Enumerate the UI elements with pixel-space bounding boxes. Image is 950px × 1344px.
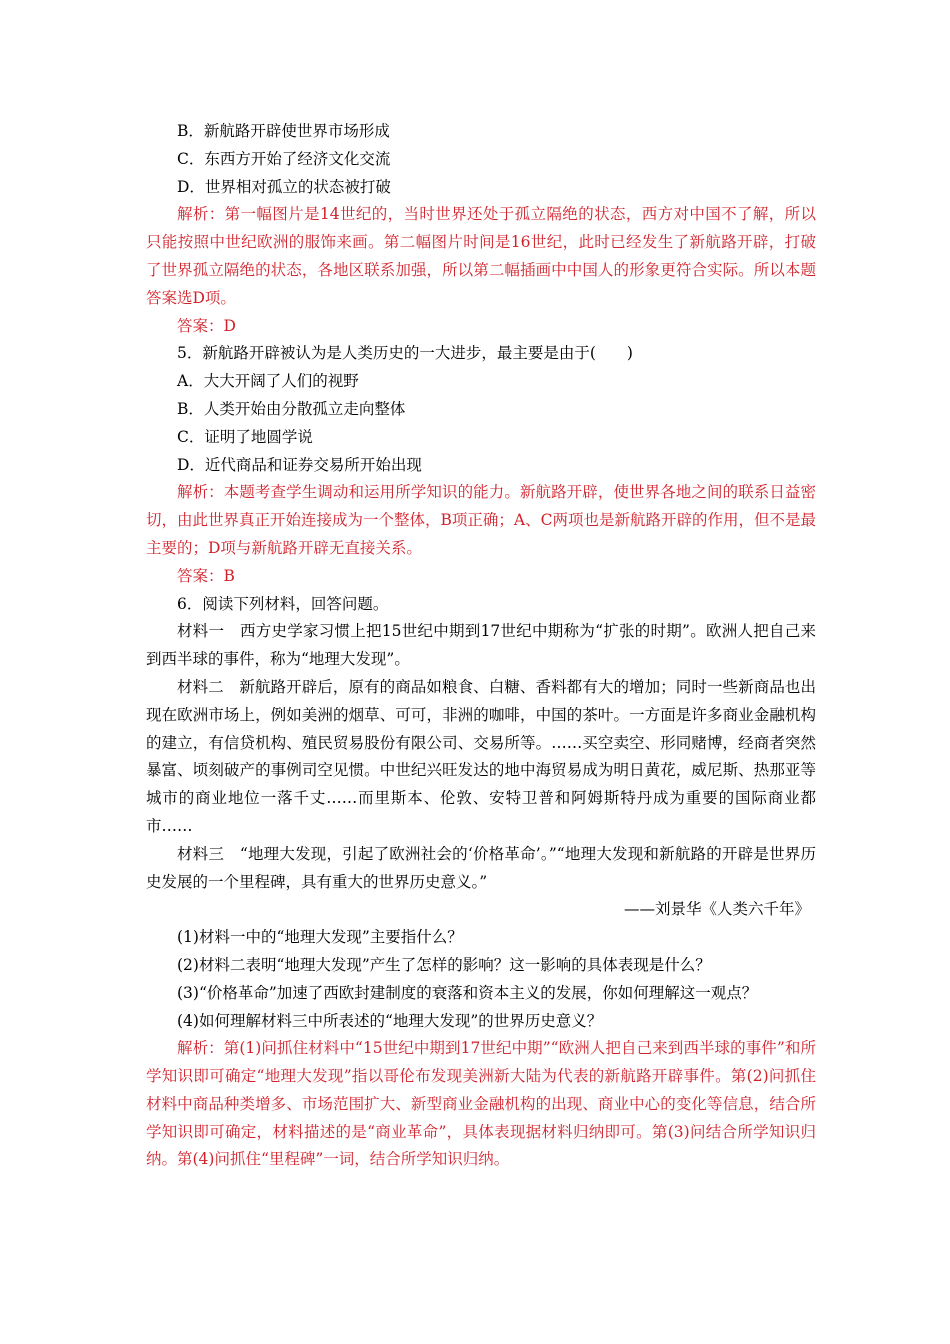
q4-option-b: B．新航路开辟使世界市场形成 bbox=[177, 122, 390, 140]
q6-material-source: ——刘景华《人类六千年》 bbox=[623, 900, 810, 919]
q4-option-c: C．东西方开始了经济文化交流 bbox=[177, 149, 391, 168]
q6-stem: 6．阅读下列材料，回答问题。 bbox=[177, 594, 389, 613]
q6-analysis: 解析：第(1)问抓住材料中“15世纪中期到17世纪中期”“欧洲人把自己来到西半球的事件”和所学知识即可确定“地理大发现”指以哥伦布发现美洲新大陆为代表的新航路开辟事件。第(2)问抓住材料中商品种类增多、市场范围扩大、新型商业金融机构的出现、商业中心的变化等信息，结合所学知识即可确定，材料描述的是“商业革命”，具体表现据材料归纳即可。第(3)问结合所学知识归纳。第(4)问抓住“里程碑”一词，结合所学知识归纳。 bbox=[146, 1039, 816, 1169]
q6-question-2: (2)材料二表明“地理大发现”产生了怎样的影响？这一影响的具体表现是什么？ bbox=[177, 955, 711, 974]
q4-option-d: D．世界相对孤立的状态被打破 bbox=[177, 177, 391, 196]
q5-option-c: C．证明了地圆学说 bbox=[177, 427, 313, 446]
q5-stem: 5．新航路开辟被认为是人类历史的一大进步，最主要是由于( ) bbox=[177, 344, 633, 363]
q5-option-d: D．近代商品和证券交易所开始出现 bbox=[177, 455, 422, 474]
q5-answer: 答案：B bbox=[177, 566, 235, 585]
document-page bbox=[146, 118, 816, 1174]
q6-material-1: 材料一 西方史学家习惯上把15世纪中期到17世纪中期称为“扩张的时期”。欧洲人把自己来到西半球的事件，称为“地理大发现”。 bbox=[146, 622, 816, 669]
q6-material-3: 材料三 “地理大发现，引起了欧洲社会的‘价格革命’。”“地理大发现和新航路的开辟是世界历史发展的一个里程碑，具有重大的世界历史意义。” bbox=[146, 844, 816, 891]
q6-question-4: (4)如何理解材料三中所表述的“地理大发现”的世界历史意义？ bbox=[177, 1011, 603, 1030]
q6-material-2: 材料二 新航路开辟后，原有的商品如粮食、白糖、香料都有大的增加；同时一些新商品也出现在欧洲市场上，例如美洲的烟草、可可，非洲的咖啡，中国的茶叶。一方面是许多商业金融机构的建立，有信贷机构、殖民贸易股份有限公司、交易所等。……买空卖空、形同赌博，经商者突然暴富、顷刻破产的事例司空见惯。中世纪兴旺发达的地中海贸易成为明日黄花，威尼斯、热那亚等城市的商业地位一落千丈……而里斯本、伦敦、安特卫普和阿姆斯特丹成为重要的国际商业都市…… bbox=[146, 677, 816, 835]
q5-option-b: B．人类开始由分散孤立走向整体 bbox=[177, 399, 406, 418]
q6-question-1: (1)材料一中的“地理大发现”主要指什么？ bbox=[177, 928, 463, 947]
q5-analysis: 解析：本题考查学生调动和运用所学知识的能力。新航路开辟，使世界各地之间的联系日益密切，由此世界真正开始连接成为一个整体，B项正确；A、C两项也是新航路开辟的作用，但不是最主要的；D项与新航路开辟无直接关系。 bbox=[146, 483, 816, 557]
q4-answer: 答案：D bbox=[177, 316, 236, 335]
q5-option-a: A．大大开阔了人们的视野 bbox=[177, 372, 359, 391]
q6-question-3: (3)“价格革命”加速了西欧封建制度的衰落和资本主义的发展，你如何理解这一观点？ bbox=[177, 983, 758, 1002]
q4-analysis: 解析：第一幅图片是14世纪的，当时世界还处于孤立隔绝的状态，西方对中国不了解，所以只能按照中世纪欧洲的服饰来画。第二幅图片时间是16世纪，此时已经发生了新航路开辟，打破了世界孤立隔绝的状态，各地区联系加强，所以第二幅插画中中国人的形象更符合实际。所以本题答案选D项。 bbox=[146, 205, 816, 307]
